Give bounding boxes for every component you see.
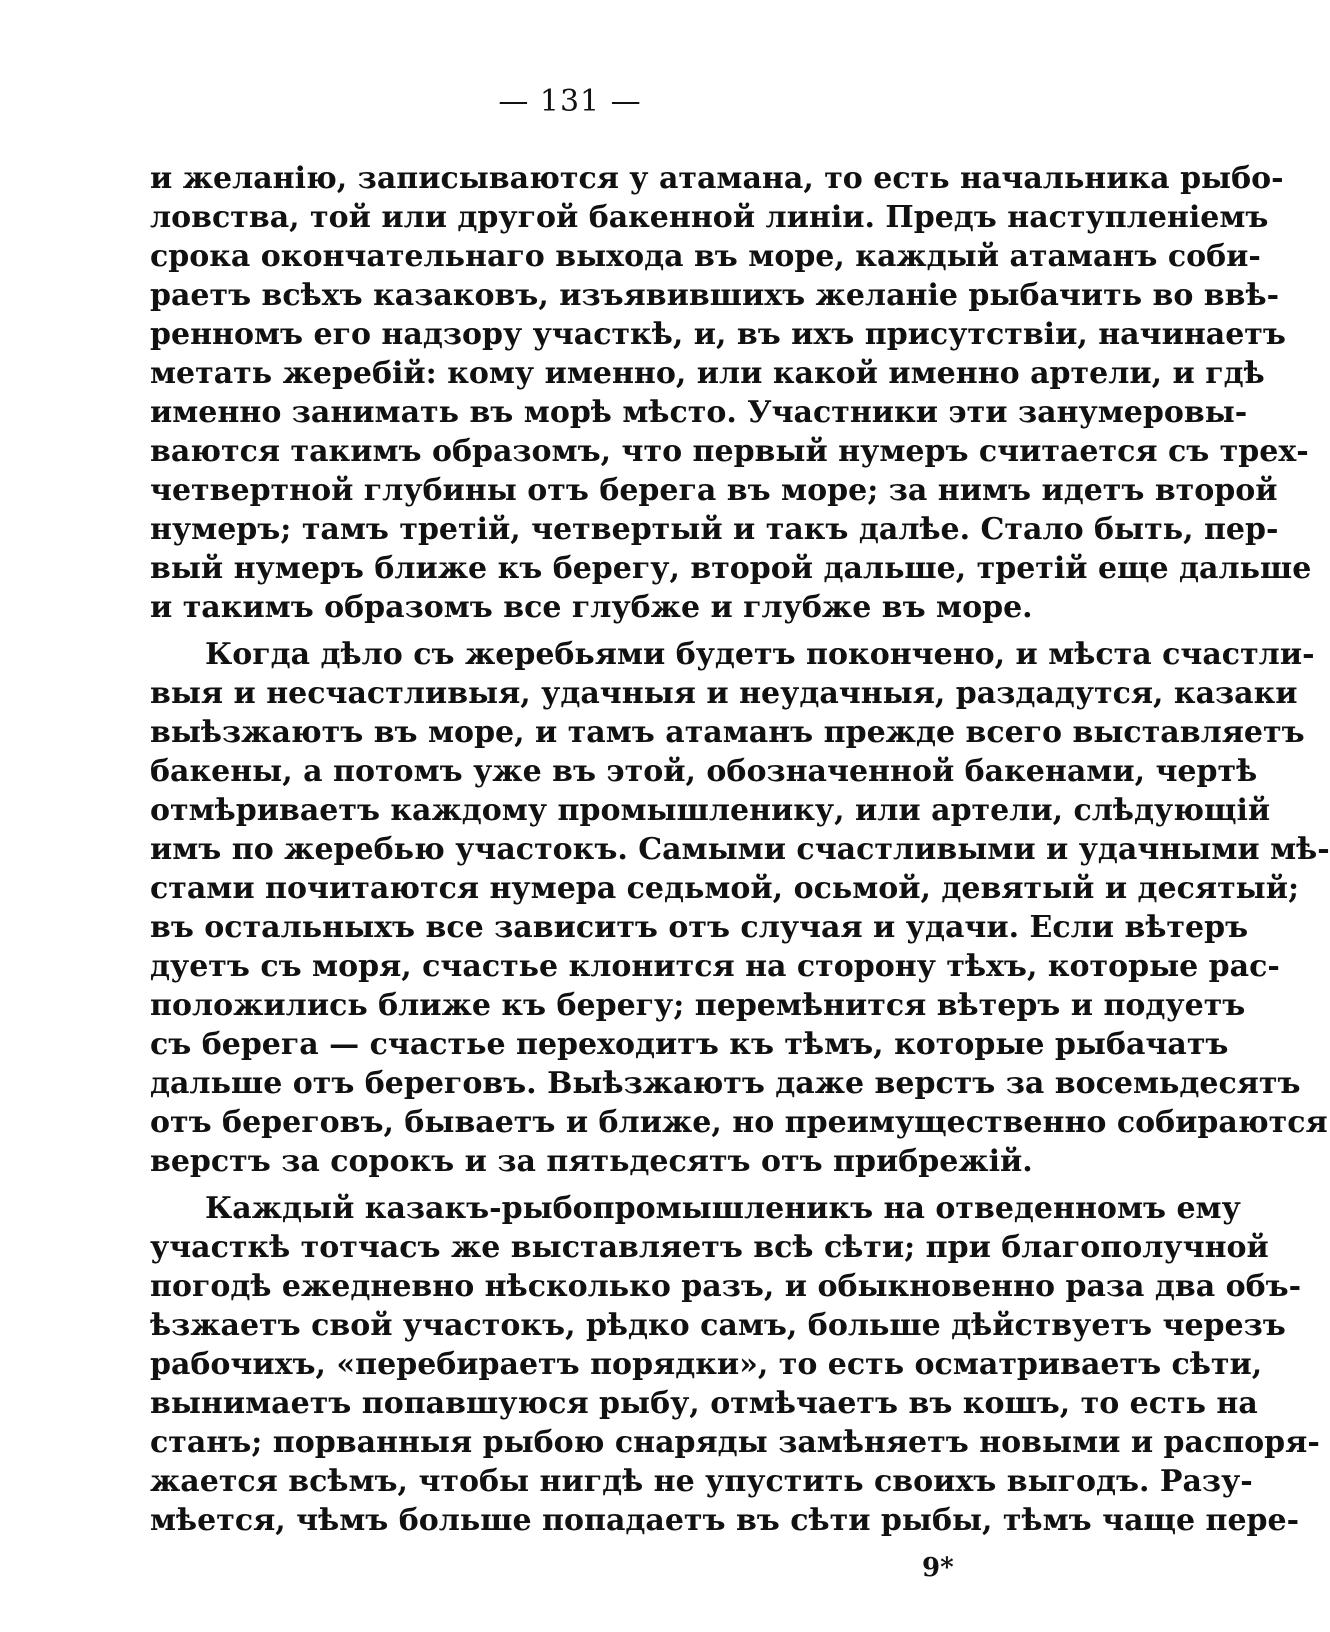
text-line: станъ; порванныя рыбою снаряды замѣняетъ новыми и распоря- (150, 1425, 1320, 1460)
text-line: выя и несчастливыя, удачныя и неудачныя, раздадутся, казаки (150, 676, 1298, 711)
text-line: ловства, той или другой бакенной линіи. Предъ наступленіемъ (150, 200, 1269, 235)
text-line: бакены, а потомъ уже въ этой, обозначенной бакенами, чертѣ (150, 754, 1258, 789)
paragraph-start-line: Когда дѣло съ жеребьями будетъ покончено, и мѣста счастли- (205, 637, 1315, 672)
text-line: и желанію, записываются у атамана, то есть начальника рыбо- (150, 161, 1284, 196)
text-line: ренномъ его надзору участкѣ, и, въ ихъ присутствіи, начинаетъ (150, 317, 1286, 352)
text-line: верстъ за сорокъ и за пятьдесятъ отъ прибрежій. (150, 1144, 1033, 1179)
text-line: вый нумеръ ближе къ берегу, второй дальше, третій еще дальше (150, 551, 1312, 586)
text-line: положились ближе къ берегу; перемѣнится вѣтеръ и подуетъ (150, 988, 1246, 1023)
text-line: выѣзжаютъ въ море, и тамъ атаманъ прежде всего выставляетъ (150, 715, 1305, 750)
text-line: метать жеребій: кому именно, или какой именно артели, и гдѣ (150, 356, 1265, 391)
text-line: ваются такимъ образомъ, что первый нумеръ считается съ трех- (150, 434, 1309, 469)
text-line: жается всѣмъ, чтобы нигдѣ не упустить своихъ выгодъ. Разу- (150, 1464, 1253, 1499)
text-line: стами почитаются нумера седьмой, осьмой, девятый и десятый; (150, 871, 1300, 906)
text-line: отмѣриваетъ каждому промышленику, или артели, слѣдующій (150, 793, 1271, 828)
text-line: раетъ всѣхъ казаковъ, изъявившихъ желаніе рыбачить во ввѣ- (150, 278, 1280, 313)
text-line: участкѣ тотчасъ же выставляетъ всѣ сѣти; при благополучной (150, 1230, 1269, 1265)
text-line: имъ по жеребью участокъ. Самыми счастливыми и удачными мѣ- (150, 832, 1330, 867)
text-line: рабочихъ, «перебираетъ порядки», то есть осматриваетъ сѣти, (150, 1347, 1263, 1382)
text-line: дуетъ съ моря, счастье клонится на сторону тѣхъ, которые рас- (150, 949, 1280, 984)
text-line: срока окончательнаго выхода въ море, каждый атаманъ соби- (150, 239, 1261, 274)
text-line: мѣется, чѣмъ больше попадаетъ въ сѣти рыбы, тѣмъ чаще пере- (150, 1503, 1300, 1538)
signature-mark: 9* (922, 1553, 954, 1583)
text-line: и такимъ образомъ все глубже и глубже въ море. (150, 590, 1033, 625)
text-line: отъ береговъ, бываетъ и ближе, но преимущественно собираются (150, 1105, 1328, 1140)
text-line: дальше отъ береговъ. Выѣзжаютъ даже верстъ за восемьдесятъ (150, 1066, 1301, 1101)
paragraph-start-line: Каждый казакъ-рыбопромышленикъ на отведенномъ ему (205, 1191, 1241, 1226)
text-line: вынимаетъ попавшуюся рыбу, отмѣчаетъ въ кошъ, то есть на (150, 1386, 1258, 1421)
text-line: въ остальныхъ все зависитъ отъ случая и удачи. Если вѣтеръ (150, 910, 1249, 945)
text-line: погодѣ ежедневно нѣсколько разъ, и обыкновенно раза два объ- (150, 1269, 1302, 1304)
text-line: нумеръ; тамъ третій, четвертый и такъ далѣе. Стало быть, пер- (150, 512, 1279, 547)
text-line: именно занимать въ морѣ мѣсто. Участники эти занумеровы- (150, 395, 1248, 430)
text-line: ѣзжаетъ свой участокъ, рѣдко самъ, больше дѣйствуетъ черезъ (150, 1308, 1286, 1343)
text-line: съ берега — счастье переходитъ къ тѣмъ, которые рыбачатъ (150, 1027, 1229, 1062)
text-line: четвертной глубины отъ берега въ море; за нимъ идетъ второй (150, 473, 1278, 508)
page-number-header: — 131 — (498, 84, 642, 119)
